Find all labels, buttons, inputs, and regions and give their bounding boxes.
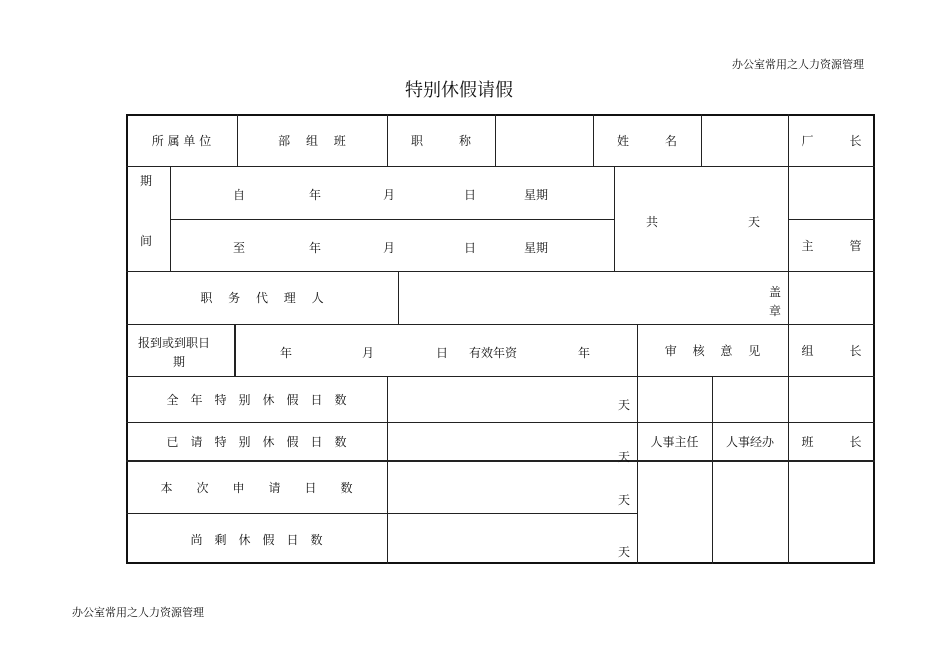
to-month: 月	[383, 241, 396, 255]
hr-officer-sign-field[interactable]	[712, 462, 788, 564]
to-prefix: 至	[233, 241, 246, 255]
from-prefix: 自	[233, 188, 246, 202]
seal-bottom: 章	[769, 304, 782, 318]
v-line	[170, 166, 171, 271]
v-line	[614, 166, 615, 271]
review-field-1[interactable]	[637, 376, 712, 422]
review-field-2[interactable]	[712, 376, 788, 422]
remaining-days-unit: 天	[618, 545, 631, 559]
seniority-unit: 年	[578, 346, 591, 360]
annual-days-unit: 天	[618, 398, 631, 412]
period-label-top: 期	[140, 174, 153, 188]
supervisor-sign-field[interactable]	[788, 271, 875, 324]
used-days-label: 已 请 特 别 休 假 日 数	[166, 434, 347, 449]
deputy-field[interactable]	[398, 271, 788, 324]
used-days-unit: 天	[618, 450, 631, 464]
request-days-label: 本 次 申 请 日 数	[160, 481, 353, 495]
position-field[interactable]	[495, 114, 593, 166]
report-day: 日	[436, 346, 449, 360]
review-label: 审 核 意 见	[664, 343, 761, 358]
h-line	[170, 219, 614, 220]
group-label: 部 组 班	[278, 133, 346, 148]
to-day: 日	[464, 241, 477, 255]
period-label-bottom: 间	[140, 234, 153, 248]
request-days-field[interactable]	[387, 462, 637, 513]
seniority-label: 有效年资	[469, 346, 518, 360]
position-label: 职 称	[410, 133, 471, 148]
report-label-line1: 报到或到职日	[138, 336, 211, 350]
used-days-field[interactable]	[387, 422, 637, 460]
factory-chief-label: 厂 长	[801, 133, 862, 148]
form-title: 特别休假请假	[405, 80, 513, 101]
shift-leader-sign-field[interactable]	[788, 462, 875, 564]
header-note: 办公室常用之人力资源管理	[732, 58, 864, 71]
name-label: 姓 名	[616, 133, 677, 148]
group-leader-label: 组 长	[801, 343, 862, 358]
report-label-line2: 期	[173, 355, 186, 369]
factory-chief-sign-field[interactable]	[788, 166, 875, 219]
from-weekday: 星期	[524, 188, 549, 202]
annual-days-label: 全 年 特 别 休 假 日 数	[166, 392, 347, 407]
hr-officer-label: 人事经办	[725, 434, 774, 449]
footer-note: 办公室常用之人力资源管理	[72, 606, 204, 619]
shift-leader-label: 班 长	[801, 434, 862, 449]
supervisor-label: 主 管	[801, 238, 862, 253]
hr-manager-label: 人事主任	[650, 434, 699, 449]
annual-days-field[interactable]	[387, 376, 637, 422]
v-line	[234, 324, 236, 376]
report-year: 年	[280, 346, 293, 360]
h-line	[126, 166, 875, 167]
from-month: 月	[383, 188, 396, 202]
remaining-days-field[interactable]	[387, 514, 637, 564]
to-year: 年	[309, 241, 322, 255]
report-month: 月	[362, 346, 375, 360]
deputy-label: 职 务 代 理 人	[200, 291, 324, 305]
request-days-unit: 天	[618, 493, 631, 507]
hr-manager-sign-field[interactable]	[637, 462, 712, 564]
seal-top: 盖	[769, 285, 782, 299]
from-day: 日	[464, 188, 477, 202]
to-weekday: 星期	[524, 241, 549, 255]
total-prefix: 共	[646, 215, 659, 229]
from-year: 年	[309, 188, 322, 202]
total-unit: 天	[748, 215, 761, 229]
group-leader-sign-field[interactable]	[788, 376, 875, 422]
dept-label: 所 属 单 位	[151, 133, 212, 148]
remaining-days-label: 尚 剩 休 假 日 数	[190, 532, 323, 547]
name-field[interactable]	[701, 114, 788, 166]
